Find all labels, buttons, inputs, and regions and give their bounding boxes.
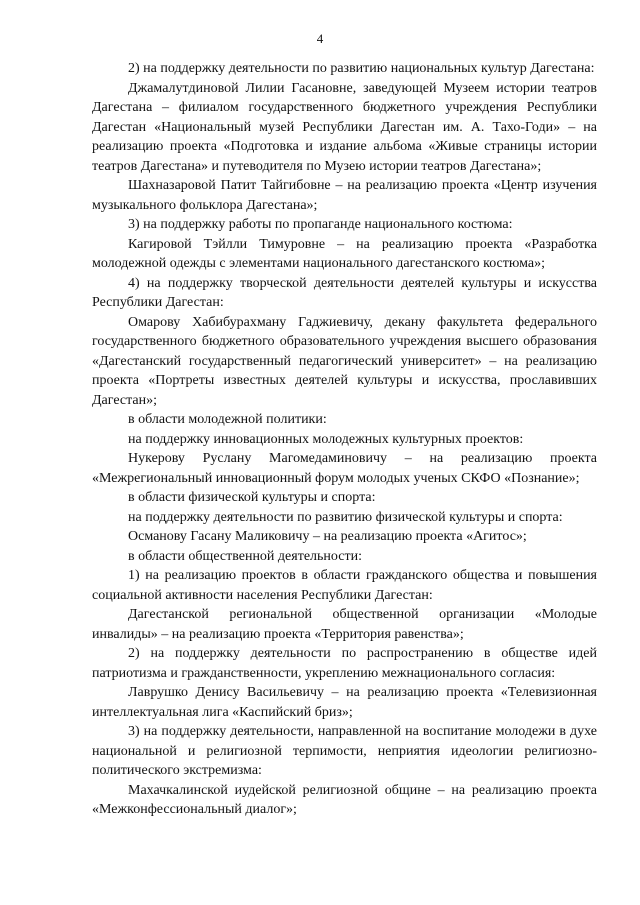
paragraph: на поддержку инновационных молодежных культурных проектов: (128, 431, 524, 447)
paragraph: Омарову Хабибурахману Гаджиевичу, декану факультета федерального государственного бюджетного образовательного учреждения высшего образования «Дагестанский государственный педагогический университет» – на реализацию проекта «Портреты известных деятелей культуры и искусства, прославивших Дагестан»; (92, 314, 597, 408)
paragraph: 4) на поддержку творческой деятельности деятелей культуры и искусства Республики Дагестан: (92, 275, 597, 310)
paragraph: 3) на поддержку работы по пропаганде национального костюма: (128, 217, 513, 232)
paragraph: 2) на поддержку деятельности по развитию национальных культур Дагестана: (128, 61, 595, 76)
paragraph: Лаврушко Денису Васильевичу – на реализацию проекта «Телевизионная интеллектуальная лига «Каспийский бриз»; (92, 685, 597, 720)
paragraph: Джамалутдиновой Лилии Гасановне, заведующей Музеем истории театров Дагестана – филиалом государственного бюджетного учреждения Республики Дагестан «Национальный музей Республики Дагестан им. А. Тахо-Годи» – на реализацию проекта «Подготовка и издание альбома «Живые страницы истории театров Дагестана» и путеводителя по Музею истории театров Дагестана»; (92, 80, 597, 174)
paragraph: Дагестанской региональной общественной организации «Молодые инвалиды» – на реализацию проекта «Территория равенства»; (92, 607, 597, 642)
paragraph: Нукерову Руслану Магомедаминовичу – на реализацию проекта «Межрегиональный инновационный форум молодых ученых СКФО «Познание»; (92, 451, 597, 486)
paragraph: Османову Гасану Маликовичу – на реализацию проекта «Агитос»; (128, 529, 527, 544)
document-body (92, 59, 597, 820)
page-number: 4 (316, 31, 324, 46)
paragraph: на поддержку деятельности по развитию физической культуры и спорта: (128, 509, 563, 525)
paragraph: Кагировой Тэйлли Тимуровне – на реализацию проекта «Разработка молодежной одежды с элементами национального дагестанского костюма»; (92, 236, 597, 271)
paragraph: 2) на поддержку деятельности по распространению в обществе идей патриотизма и гражданственности, укреплению межнационального согласия: (92, 646, 597, 681)
paragraph: в области общественной деятельности: (128, 548, 362, 564)
paragraph: 3) на поддержку деятельности, направленной на воспитание молодежи в духе национальной и религиозной терпимости, неприятия идеологии религиозно-политического экстремизма: (92, 724, 597, 778)
paragraph: 1) на реализацию проектов в области гражданского общества и повышения социальной активности населения Республики Дагестан: (92, 568, 597, 603)
paragraph: в области молодежной политики: (128, 412, 327, 427)
paragraph: Шахназаровой Патит Тайгибовне – на реализацию проекта «Центр изучения музыкального фольклора Дагестана»; (92, 178, 597, 213)
paragraph: в области физической культуры и спорта: (128, 490, 376, 505)
paragraph: Махачкалинской иудейской религиозной общине – на реализацию проекта «Межконфессиональный диалог»; (92, 782, 597, 817)
